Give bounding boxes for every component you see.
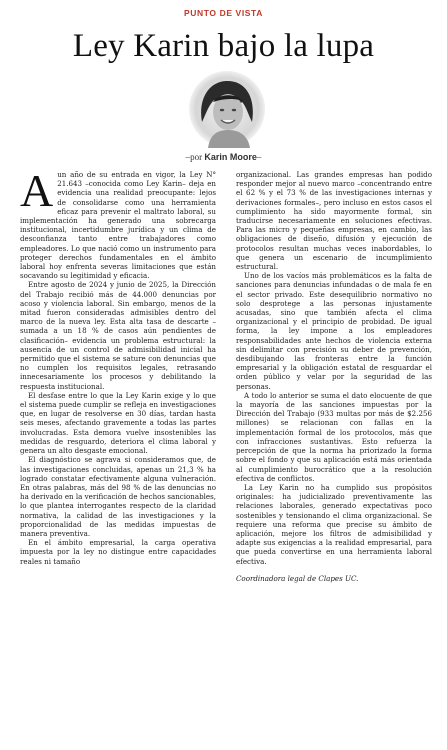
- article-paragraph: El desfase entre lo que la Ley Karin exige y lo que el sistema puede cumplir se refleja en investigaciones que, en lugar de resolverse en 30 días, tardan hasta seis meses, afectando gravemente a todas las partes involucradas. Esta demora vuelve insostenibles las medidas de resguardo, deteriora el clima laboral y genera un alto desgaste emocional.: [20, 390, 216, 456]
- article-paragraph: Entre agosto de 2024 y junio de 2025, la Dirección del Trabajo recibió más de 44.000 denuncias por acoso y violencia laboral. Sin embargo, menos de la mitad fueron consideradas admisibles dentro del marco de la nueva ley. Esta alta tasa de descarte –sumada a un 18 % de casos aún pendientes de clasificación– evidencia un problema estructural: la ausencia de un control de admisibilidad inicial ha permitido que el sistema se sature con denuncias que no cumplen los requisitos legales, retrasando innecesariamente los procesos y debilitando la respuesta institucional.: [20, 280, 216, 391]
- article-column-left: [20, 165, 216, 566]
- article-paragraph: El diagnóstico se agrava si consideramos que, de las investigaciones concluidas, apenas un 21,3 % ha logrado constatar efectivamente alguna vulneración. En otras palabras, más del 98 % de las denuncias no ha derivado en la verificación de hechos sancionables, lo que plantea interrogantes respecto de la claridad normativa, la calidad de las investigaciones y la proporcionalidad de las medidas impuestas de manera preventiva.: [20, 455, 216, 538]
- article-paragraph: A todo lo anterior se suma el dato elocuente de que la mayoría de las sanciones impuestas por la Dirección del Trabajo (933 multas por más de $2.256 millones) se relacionan con fallas en la implementación formal de los protocolos, más que con infracciones sustantivas. Esto refuerza la percepción de que la norma ha priorizado la forma sobre el fondo y que su aplicación está más orientada al cumplimiento burocrático que a la resolución efectiva de conflictos.: [236, 390, 432, 483]
- byline-suffix: –: [256, 152, 262, 162]
- article-paragraph: En el ámbito empresarial, la carga operativa impuesta por la ley no distingue entre capacidades reales ni tamaño: [20, 538, 216, 566]
- author-name: Karin Moore: [204, 152, 257, 162]
- article-paragraph: La Ley Karin no ha cumplido sus propósitos originales: ha judicializado preventivamente las relaciones laborales, generado expectativas poco sostenibles y tensionando el clima organizacional. Se requiere una reforma que precise su ámbito de aplicación, mejore los filtros de admisibilidad y adapte sus exigencias a la realidad empresarial, para que pueda convertirse en una herramienta laboral efectiva.: [236, 482, 432, 566]
- drop-cap: A: [20, 165, 54, 216]
- section-label: PUNTO DE VISTA: [184, 8, 263, 18]
- author-signature: Coordinadora legal de Clapes UC.: [236, 573, 359, 583]
- author-portrait: [188, 70, 266, 148]
- headline: Ley Karin bajo la lupa: [72, 28, 375, 64]
- article-paragraph: Uno de los vacíos más problemáticos es la falta de sanciones para denuncias infundadas o de mala fe en el sector privado. Este desequilibrio normativo no solo desprotege a las personas injustamente acusadas, sino que también afecta el clima organizacional y el principio de probidad. De igual forma, la ley impone a los empleadores responsabilidades ante hechos de violencia externa sin delimitar con precisión su deber de prevención, desdibujando las fronteras entre la función empresarial y la obligación estatal de resguardar el orden público y velar por la seguridad de las personas.: [236, 271, 432, 391]
- article-paragraph: organizacional. Las grandes empresas han podido responder mejor al nuevo marco –concentrando entre el 62 % y el 73 % de las investigaciones internas y derivaciones formales–, pero incluso en estos casos el cumplimiento ha sido mayormente formal, sin traducirse necesariamente en soluciones efectivas. Para las micro y pequeñas empresas, en cambio, las obligaciones de diseño, difusión y ejecución de protocolos resultan muchas veces inabordables, lo que genera un escenario de incumplimiento estructural.: [236, 170, 432, 272]
- byline-prefix: –por: [185, 152, 205, 162]
- article-paragraph: Aun año de su entrada en vigor, la Ley N° 21.643 –conocida como Ley Karin– deja en evidencia una realidad preocupante: lejos de consolidarse como una herramienta eficaz para prevenir el maltrato laboral, su implementación ha generado una sobrecarga institucional, incertidumbre jurídica y un clima de desconfianza tanto entre trabajadores como empleadores. Lo que nació como un instrumento para proteger derechos fundamentales en el ámbito laboral hoy enfrenta severas limitaciones que están socavando su legitimidad y eficacia.: [20, 165, 216, 281]
- article-column-right: [236, 170, 432, 583]
- byline: [0, 152, 447, 162]
